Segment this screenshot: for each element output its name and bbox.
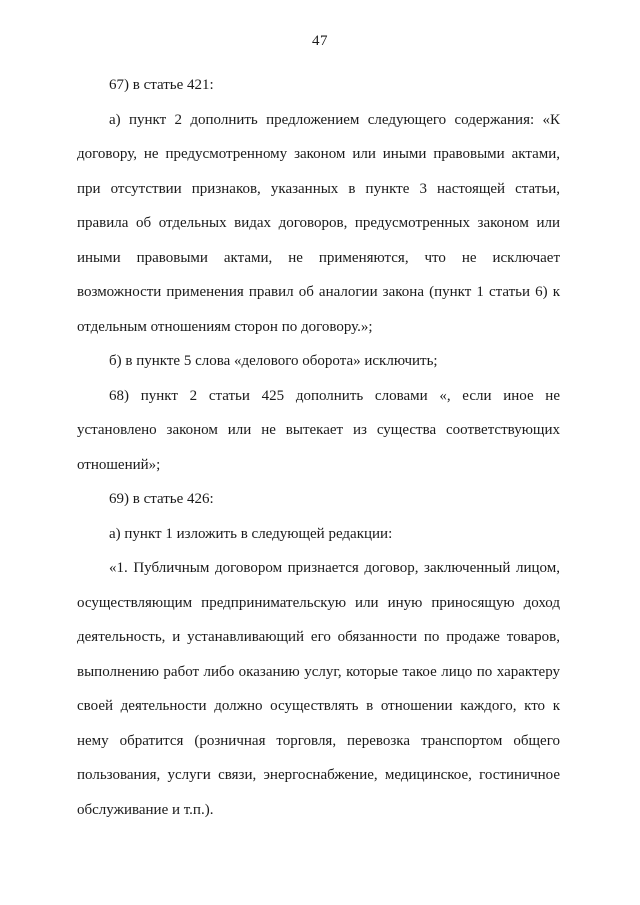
paragraph-article-426: 69) в статье 426: <box>109 491 214 507</box>
paragraph-public-contract: «1. Публичным договором признается договор, заключенный лицом, осуществляющим предпринимательскую или иную приносящую доход деятельность, и устанавливающий его обязанности по продаже товаров, выполнению работ либо оказанию услуг, которые такое лицо по характеру своей деятельности должно осуществлять в отношении каждого, кто к нему обратится (розничная торговля, перевозка транспортом общего пользования, услуги связи, энергоснабжение, медицинское, гостиничное обслуживание и т.п.). <box>77 560 560 818</box>
paragraph-421-b: б) в пункте 5 слова «делового оборота» исключить; <box>109 353 438 369</box>
paragraph-article-425: 68) пункт 2 статьи 425 дополнить словами «, если иное не установлено законом или не вытекает из существа соответствующих отношений»; <box>77 387 560 473</box>
paragraph-426-a: а) пункт 1 изложить в следующей редакции: <box>109 525 393 542</box>
page-number: 47 <box>312 33 328 49</box>
paragraph-article-421: 67) в статье 421: <box>109 77 214 93</box>
paragraph-421-a: а) пункт 2 дополнить предложением следующего содержания: «К договору, не предусмотренному законом или иными правовыми актами, при отсутствии признаков, указанных в пункте 3 настоящей статьи, правила об отдельных видах договоров, предусмотренных законом или иными правовыми актами, не применяются, что не исключает возможности применения правил об аналогии закона (пункт 1 статьи 6) к отдельным отношениям сторон по договору.»; <box>77 111 560 335</box>
document-body <box>77 68 560 827</box>
